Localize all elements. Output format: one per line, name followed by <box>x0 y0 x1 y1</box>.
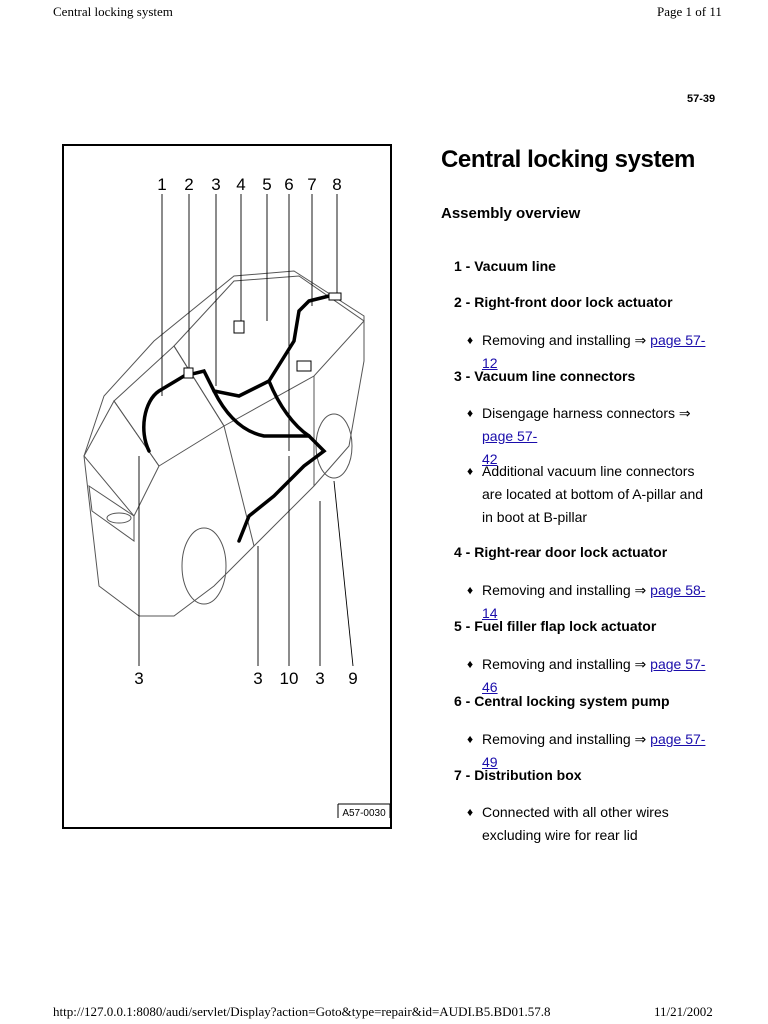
sub-text: Connected with all other wires excluding wire for rear lid <box>482 804 669 843</box>
logo-rings <box>107 513 131 523</box>
front-grille <box>89 486 134 541</box>
sub-text: Additional vacuum line connectors are located at bottom of A-pillar and in boot at B-pillar <box>482 463 704 525</box>
page-link-57-49[interactable]: page 57-49 <box>482 731 706 770</box>
figure-label-6: 6 <box>284 175 294 194</box>
sub-text: Removing and installing ⇒ <box>482 731 651 747</box>
assembly-diagram <box>62 144 392 829</box>
sub-item-3b <box>467 460 717 529</box>
figure-label-4: 4 <box>236 175 246 194</box>
bullet-icon: ♦ <box>467 464 474 478</box>
windscreen <box>114 346 224 466</box>
item-7: 7 - Distribution box <box>454 767 582 783</box>
vacuum-line-branch <box>214 391 324 541</box>
figure-label-5: 5 <box>262 175 272 194</box>
figure-label-3-bottom-a: 3 <box>134 669 144 688</box>
sub-item-7 <box>467 801 717 847</box>
sub-text: Disengage harness connectors ⇒ <box>482 405 691 421</box>
item-2: 2 - Right-front door lock actuator <box>454 294 673 310</box>
figure-label-10: 10 <box>279 669 299 688</box>
bullet-icon: ♦ <box>467 406 474 420</box>
item-4: 4 - Right-rear door lock actuator <box>454 544 668 560</box>
figure-label-1: 1 <box>157 175 167 194</box>
figure-label-8: 8 <box>332 175 342 194</box>
car-outline <box>84 271 364 616</box>
bullet-icon: ♦ <box>467 657 474 671</box>
sub-text: Removing and installing ⇒ <box>482 332 651 348</box>
figure-label-3-bottom-b: 3 <box>253 669 263 688</box>
document-title-header: Central locking system <box>53 4 173 19</box>
bullet-icon: ♦ <box>467 333 474 347</box>
bullet-icon: ♦ <box>467 583 474 597</box>
sub-text: Removing and installing ⇒ <box>482 656 651 672</box>
item-6: 6 - Central locking system pump <box>454 693 670 709</box>
page-number: Page 1 of 11 <box>657 4 722 19</box>
figure-id: A57-0030 <box>342 808 386 819</box>
item-1: 1 - Vacuum line <box>454 258 556 274</box>
figure-label-2: 2 <box>184 175 194 194</box>
page-link-57-12[interactable]: page 57-12 <box>482 332 706 371</box>
footer-date: 11/21/2002 <box>654 1004 713 1019</box>
bonnet <box>84 401 159 516</box>
page-link-58-14[interactable]: page 58-14 <box>482 582 706 621</box>
bullet-icon: ♦ <box>467 805 474 819</box>
page-title: Central locking system <box>441 146 695 173</box>
footer-url: http://127.0.0.1:8080/audi/servlet/Display?action=Goto&type=repair&id=AUDI.B5.BD01.57.8 <box>53 1004 551 1019</box>
sub-text: Removing and installing ⇒ <box>482 582 651 598</box>
figure-label-3-bottom-c: 3 <box>315 669 325 688</box>
bullet-icon: ♦ <box>467 732 474 746</box>
figure-label-3: 3 <box>211 175 221 194</box>
page-link-57-42[interactable]: page 57- 42 <box>482 428 538 467</box>
item-5: 5 - Fuel filler flap lock actuator <box>454 618 657 634</box>
car-diagram <box>64 146 390 827</box>
page-link-57-46[interactable]: page 57-46 <box>482 656 706 695</box>
item-3: 3 - Vacuum line connectors <box>454 368 636 384</box>
figure-label-7: 7 <box>307 175 317 194</box>
front-wheel <box>182 528 226 604</box>
section-subtitle: Assembly overview <box>441 205 581 222</box>
figure-label-9: 9 <box>348 669 358 688</box>
page-code: 57-39 <box>687 93 716 105</box>
